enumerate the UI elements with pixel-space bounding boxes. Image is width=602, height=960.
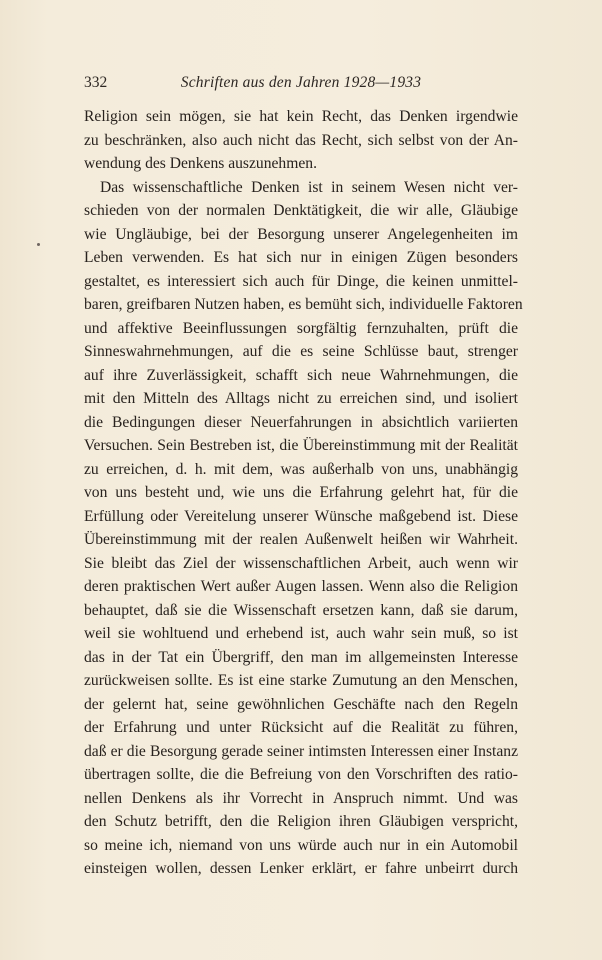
text-line: so meine ich, niemand von uns würde auch nur in ein Automobil [84,836,518,854]
text-line: Erfüllung oder Vereitelung unserer Wünsche maßgebend ist. Diese [84,507,518,525]
text-line: gestaltet, es interessiert sich auch für Dinge, die keinen unmittel- [84,272,518,290]
body-text [84,105,523,881]
text-line: wie Ungläubige, bei der Besorgung unserer Angelegenheiten im [84,225,518,243]
text-line: Leben verwenden. Es hat sich nur in einigen Zügen besonders [84,249,518,266]
text-line: nellen Denkens als ihr Vorrecht in Anspruch nimmt. Und was [84,789,518,807]
text-line: die Bedingungen dieser Neuerfahrungen in absichtlich variierten [84,413,518,431]
page-number: 332 [84,74,108,91]
text-line: einsteigen wollen, dessen Lenker erklärt, er fahre unbeirrt durch [84,860,518,877]
text-line: Religion sein mögen, sie hat kein Recht, das Denken irgendwie [84,108,518,125]
text-line: baren, greifbaren Nutzen haben, es bemüht sich, individuelle Faktoren [84,296,523,313]
text-line: wendung des Denkens auszunehmen. [84,155,317,172]
text-line: schieden von der normalen Denktätigkeit, die wir alle, Gläubige [84,202,518,219]
text-line: von uns besteht und, wie uns die Erfahrung gelehrt hat, für die [84,484,518,501]
text-line: das in der Tat ein Übergriff, den man im allgemeinsten Interesse [84,648,518,666]
text-line: Sinneswahrnehmungen, auf die es seine Schlüsse baut, strenger [84,343,518,360]
text-line: daß er die Besorgung gerade seiner intimsten Interessen einer Instanz [84,742,518,760]
text-line: behauptet, daß sie die Wissenschaft ersetzen kann, daß sie darum, [84,601,518,619]
text-line: und affektive Beeinflussungen sorgfältig fernzuhalten, prüft die [84,319,518,337]
text-line: zu erreichen, d. h. mit dem, was außerhalb von uns, unabhängig [84,460,518,478]
running-title: Schriften aus den Jahren 1928—1933 [180,74,422,91]
text-line: übertragen sollte, die die Befreiung von den Vorschriften des ratio- [84,766,518,783]
text-line: der Erfahrung und unter Rücksicht auf die Realität zu führen, [84,719,518,736]
text-line: zu beschränken, also auch nicht das Recht, sich selbst von der An- [84,131,518,149]
text-line: Das wissenschaftliche Denken ist in seinem Wesen nicht ver- [100,178,518,196]
text-line: der gelernt hat, seine gewöhnlichen Geschäfte nach den Regeln [84,695,518,713]
text-line: Versuchen. Sein Bestreben ist, die Übereinstimmung mit der Realität [84,437,518,454]
text-line: Sie bleibt das Ziel der wissenschaftlichen Arbeit, auch wenn wir [84,554,518,572]
text-line: den Schutz betrifft, den die Religion ihren Gläubigen verspricht, [84,813,518,830]
text-line: auf ihre Zuverlässigkeit, schafft sich neue Wahrnehmungen, die [84,366,518,384]
margin-mark [37,243,40,246]
text-line: zurückweisen sollte. Es ist eine starke Zumutung an den Menschen, [84,672,518,689]
text-line: Übereinstimmung mit der realen Außenwelt heißen wir Wahrheit. [84,531,518,548]
page-header [84,73,518,93]
text-line: mit den Mitteln des Alltags nicht zu erreichen sind, und isoliert [84,390,518,407]
text-line: deren praktischen Wert außer Augen lassen. Wenn also die Religion [84,578,518,595]
text-line: weil sie wohltuend und erhebend ist, auch wahr sein muß, so ist [84,625,518,642]
